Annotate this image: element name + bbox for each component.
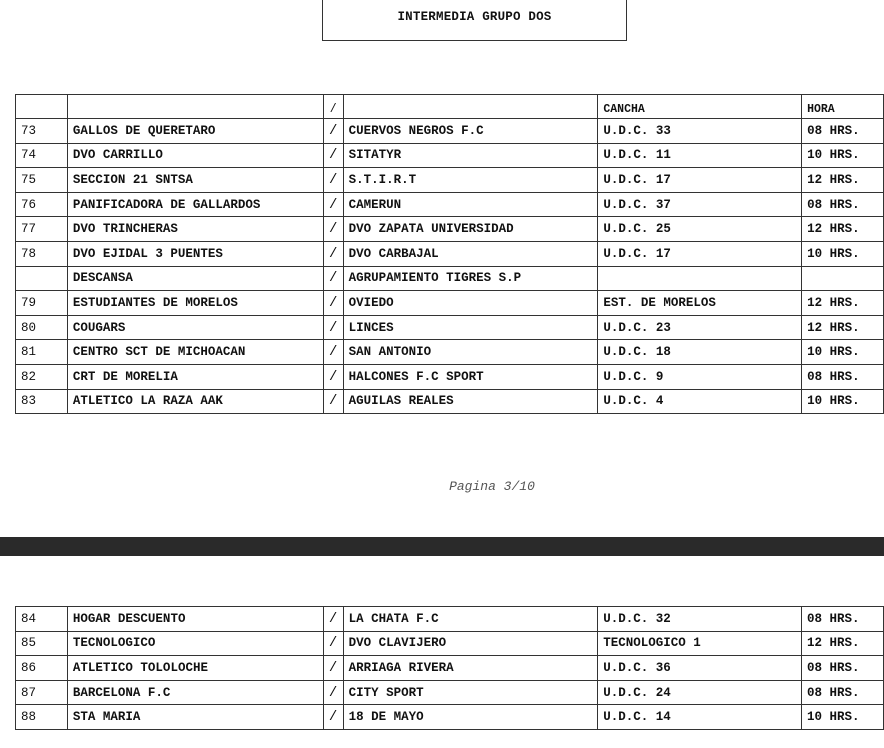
away-team: LA CHATA F.C [343,607,598,632]
away-team: AGRUPAMIENTO TIGRES S.P [343,266,598,291]
away-team: DVO ZAPATA UNIVERSIDAD [343,217,598,242]
home-team: STA MARIA [67,705,323,730]
cancha-field: U.D.C. 23 [598,315,802,340]
table-row [16,364,884,389]
cancha-field: U.D.C. 9 [598,364,802,389]
hora-time: 12 HRS. [802,315,884,340]
hora-time: 08 HRS. [802,192,884,217]
match-number: 88 [16,705,68,730]
match-number: 75 [16,168,68,193]
header-home-cell [67,95,323,119]
cancha-field: U.D.C. 17 [598,241,802,266]
table-row [16,340,884,365]
separator: / [323,340,343,365]
document-title: INTERMEDIA GRUPO DOS [397,10,552,24]
fixtures-table-page-3 [15,94,884,414]
match-number: 85 [16,631,68,656]
cancha-field: U.D.C. 14 [598,705,802,730]
cancha-field: U.D.C. 37 [598,192,802,217]
title-box [322,0,627,41]
hora-time: 10 HRS. [802,705,884,730]
hora-time: 08 HRS. [802,680,884,705]
away-team: SITATYR [343,143,598,168]
cancha-field: U.D.C. 4 [598,389,802,414]
cancha-field: U.D.C. 18 [598,340,802,365]
cancha-field: U.D.C. 33 [598,119,802,144]
table-row [16,680,884,705]
home-team: TECNOLOGICO [67,631,323,656]
hora-time: 08 HRS. [802,607,884,632]
table-row [16,315,884,340]
match-number: 87 [16,680,68,705]
page-separator-bar [0,537,884,556]
cancha-field: U.D.C. 11 [598,143,802,168]
away-team: LINCES [343,315,598,340]
fixtures-table-page-4 [15,606,884,730]
match-number: 78 [16,241,68,266]
header-away-cell [343,95,598,119]
away-team: CAMERUN [343,192,598,217]
header-hora: HORA [802,95,884,119]
hora-time: 10 HRS. [802,143,884,168]
match-number: 84 [16,607,68,632]
home-team: COUGARS [67,315,323,340]
table-row [16,266,884,291]
cancha-field: U.D.C. 25 [598,217,802,242]
home-team: ESTUDIANTES DE MORELOS [67,291,323,316]
away-team: AGUILAS REALES [343,389,598,414]
away-team: CUERVOS NEGROS F.C [343,119,598,144]
away-team: DVO CARBAJAL [343,241,598,266]
hora-time: 10 HRS. [802,340,884,365]
separator: / [323,680,343,705]
home-team: CRT DE MORELIA [67,364,323,389]
home-team: ATLETICO LA RAZA AAK [67,389,323,414]
match-number: 77 [16,217,68,242]
home-team: DVO TRINCHERAS [67,217,323,242]
hora-time: 12 HRS. [802,291,884,316]
header-sep-cell: / [323,95,343,119]
hora-time: 12 HRS. [802,631,884,656]
separator: / [323,192,343,217]
table-row [16,217,884,242]
separator: / [323,631,343,656]
table-row [16,143,884,168]
match-number: 79 [16,291,68,316]
match-number: 73 [16,119,68,144]
away-team: OVIEDO [343,291,598,316]
match-number: 82 [16,364,68,389]
separator: / [323,607,343,632]
separator: / [323,291,343,316]
separator: / [323,143,343,168]
home-team: DVO CARRILLO [67,143,323,168]
home-team: GALLOS DE QUERETARO [67,119,323,144]
cancha-field: U.D.C. 36 [598,656,802,681]
away-team: DVO CLAVIJERO [343,631,598,656]
away-team: 18 DE MAYO [343,705,598,730]
page-indicator: Pagina 3/10 [449,479,535,494]
header-cancha: CANCHA [598,95,802,119]
cancha-field: EST. DE MORELOS [598,291,802,316]
table-row [16,192,884,217]
match-number: 76 [16,192,68,217]
table-row [16,389,884,414]
cancha-field: U.D.C. 32 [598,607,802,632]
hora-time [802,266,884,291]
home-team: SECCION 21 SNTSA [67,168,323,193]
home-team: BARCELONA F.C [67,680,323,705]
home-team: CENTRO SCT DE MICHOACAN [67,340,323,365]
table-row [16,168,884,193]
separator: / [323,656,343,681]
match-number: 86 [16,656,68,681]
away-team: ARRIAGA RIVERA [343,656,598,681]
table-row [16,291,884,316]
hora-time: 10 HRS. [802,241,884,266]
separator: / [323,315,343,340]
match-number: 83 [16,389,68,414]
hora-time: 08 HRS. [802,364,884,389]
table-row [16,705,884,730]
separator: / [323,119,343,144]
hora-time: 08 HRS. [802,119,884,144]
hora-time: 12 HRS. [802,217,884,242]
table-row [16,656,884,681]
match-number: 74 [16,143,68,168]
hora-time: 12 HRS. [802,168,884,193]
cancha-field: U.D.C. 17 [598,168,802,193]
match-number: 81 [16,340,68,365]
cancha-field [598,266,802,291]
table-row [16,119,884,144]
separator: / [323,389,343,414]
separator: / [323,217,343,242]
separator: / [323,168,343,193]
home-team: PANIFICADORA DE GALLARDOS [67,192,323,217]
cancha-field: U.D.C. 24 [598,680,802,705]
away-team: HALCONES F.C SPORT [343,364,598,389]
hora-time: 10 HRS. [802,389,884,414]
home-team: DESCANSA [67,266,323,291]
table-row [16,607,884,632]
away-team: S.T.I.R.T [343,168,598,193]
hora-time: 08 HRS. [802,656,884,681]
table-header-row [16,95,884,119]
match-number [16,266,68,291]
home-team: DVO EJIDAL 3 PUENTES [67,241,323,266]
home-team: ATLETICO TOLOLOCHE [67,656,323,681]
separator: / [323,266,343,291]
table-row [16,631,884,656]
match-number: 80 [16,315,68,340]
separator: / [323,364,343,389]
table-row [16,241,884,266]
separator: / [323,241,343,266]
header-num-cell [16,95,68,119]
home-team: HOGAR DESCUENTO [67,607,323,632]
away-team: SAN ANTONIO [343,340,598,365]
separator: / [323,705,343,730]
cancha-field: TECNOLOGICO 1 [598,631,802,656]
away-team: CITY SPORT [343,680,598,705]
